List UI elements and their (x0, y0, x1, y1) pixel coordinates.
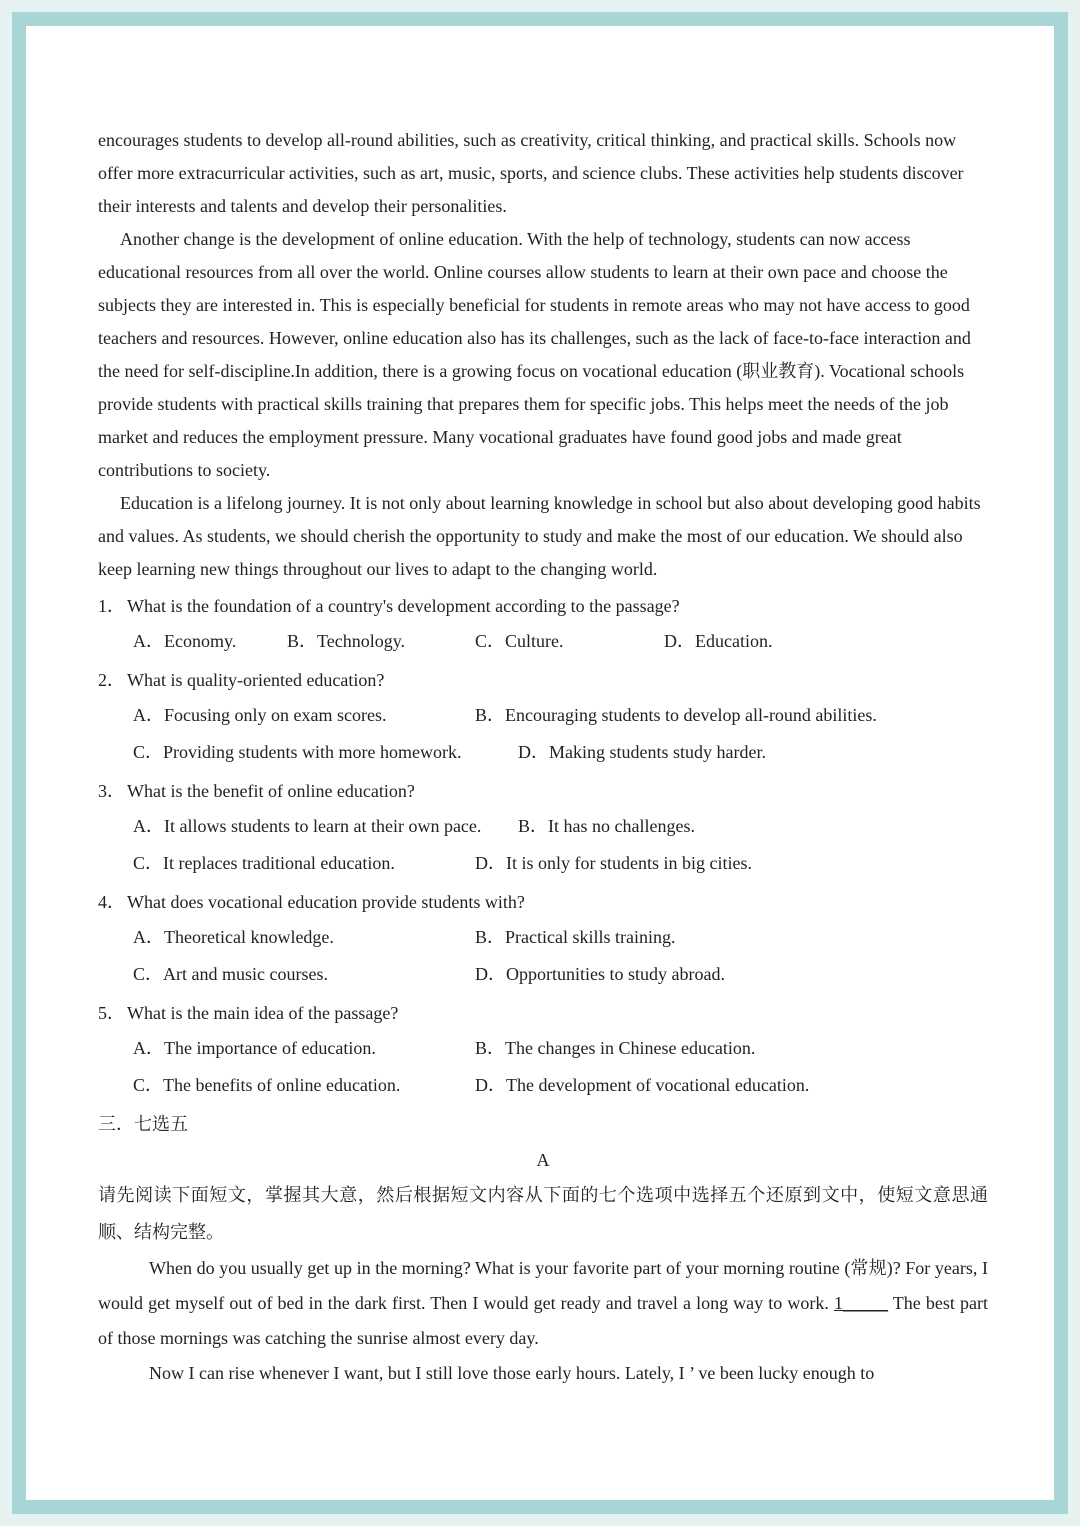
question-3-options (133, 808, 988, 882)
question-text: What is quality-oriented education? (127, 670, 385, 690)
question-text: What is the benefit of online education? (127, 781, 415, 801)
question-4 (98, 885, 988, 919)
section-instruction: 请先阅读下面短文，掌握其大意，然后根据短文内容从下面的七个选项中选择五个还原到文中，使短文意思通顺、结构完整。 (98, 1185, 988, 1243)
option-c[interactable]: C．It replaces traditional education. (133, 853, 395, 873)
question-number: 4． (98, 892, 125, 912)
question-1 (98, 589, 988, 623)
option-a[interactable]: A．The importance of education. (133, 1038, 376, 1058)
section-paragraph-1 (98, 1251, 988, 1356)
question-text: What is the foundation of a country's development according to the passage? (127, 596, 680, 616)
question-text: What does vocational education provide students with? (127, 892, 525, 912)
option-c[interactable]: C．The benefits of online education. (133, 1075, 401, 1095)
section-subtitle: A (536, 1150, 550, 1170)
passage-paragraph-1: encourages students to develop all-round abilities, such as creativity, critical thinking, and practical skills. Schools now offer more extracurricular activities, such as art, music, sports, and science clubs. These activities help students discover their interests and talents and develop their personalities. (98, 130, 964, 216)
question-text: What is the main idea of the passage? (127, 1003, 399, 1023)
option-d[interactable]: D．The development of vocational education. (475, 1075, 810, 1095)
answer-blank-1[interactable]: 1_____ (834, 1293, 889, 1313)
question-number: 3． (98, 781, 125, 801)
option-a[interactable]: A．Theoretical knowledge. (133, 927, 334, 947)
option-b[interactable]: B．It has no challenges. (518, 816, 695, 836)
option-c[interactable]: C．Culture. (475, 631, 564, 651)
option-a[interactable]: A．Economy. (133, 631, 237, 651)
question-1-options (133, 623, 988, 660)
option-a[interactable]: A．It allows students to learn at their own pace. (133, 816, 482, 836)
option-d[interactable]: D．Making students study harder. (518, 742, 766, 762)
option-c[interactable]: C．Providing students with more homework. (133, 742, 462, 762)
section-title: 三．七选五 (98, 1114, 188, 1134)
question-number: 5． (98, 1003, 125, 1023)
passage-paragraph-3: Education is a lifelong journey. It is not only about learning knowledge in school but also about developing good habits and values. As students, we should cherish the opportunity to study and make the most of our education. We should also keep learning new things throughout our lives to adapt to the changing world. (98, 493, 981, 579)
question-5-options (133, 1030, 988, 1104)
paragraph-text: When do you usually get up in the morning? What is your favorite part of your morning routine (常规)? For years, I would get myself out of bed in the dark first. Then I would get ready and travel a long way to work. (98, 1258, 988, 1313)
question-2 (98, 663, 988, 697)
question-4-options (133, 919, 988, 993)
option-c[interactable]: C．Art and music courses. (133, 964, 328, 984)
document-content (98, 124, 988, 1391)
section-paragraph-2: Now I can rise whenever I want, but I still love those early hours. Lately, I ’ ve been lucky enough to (149, 1363, 875, 1383)
paragraph-text: The best part of those mornings was catching the sunrise almost every day. (98, 1293, 988, 1348)
option-a[interactable]: A．Focusing only on exam scores. (133, 705, 387, 725)
option-d[interactable]: D．It is only for students in big cities. (475, 853, 752, 873)
option-b[interactable]: B．Practical skills training. (475, 927, 676, 947)
option-b[interactable]: B．Technology. (287, 631, 406, 651)
option-d[interactable]: D．Education. (664, 631, 773, 651)
question-number: 2． (98, 670, 125, 690)
option-b[interactable]: B．The changes in Chinese education. (475, 1038, 756, 1058)
option-b[interactable]: B．Encouraging students to develop all-round abilities. (475, 705, 877, 725)
question-3 (98, 774, 988, 808)
passage-paragraph-2: Another change is the development of online education. With the help of technology, students can now access educational resources from all over the world. Online courses allow students to learn at their own pace and choose the subjects they are interested in. This is especially beneficial for students in remote areas who may not have access to good teachers and resources. However, online education also has its challenges, such as the lack of face-to-face interaction and the need for self-discipline.In addition, there is a growing focus on vocational education (职业教育). Vocational schools provide students with practical skills training that prepares them for specific jobs. This helps meet the needs of the job market and reduces the employment pressure. Many vocational graduates have found good jobs and made great contributions to society. (98, 229, 971, 480)
question-number: 1． (98, 596, 125, 616)
question-5 (98, 996, 988, 1030)
question-2-options (133, 697, 988, 771)
option-d[interactable]: D．Opportunities to study abroad. (475, 964, 725, 984)
